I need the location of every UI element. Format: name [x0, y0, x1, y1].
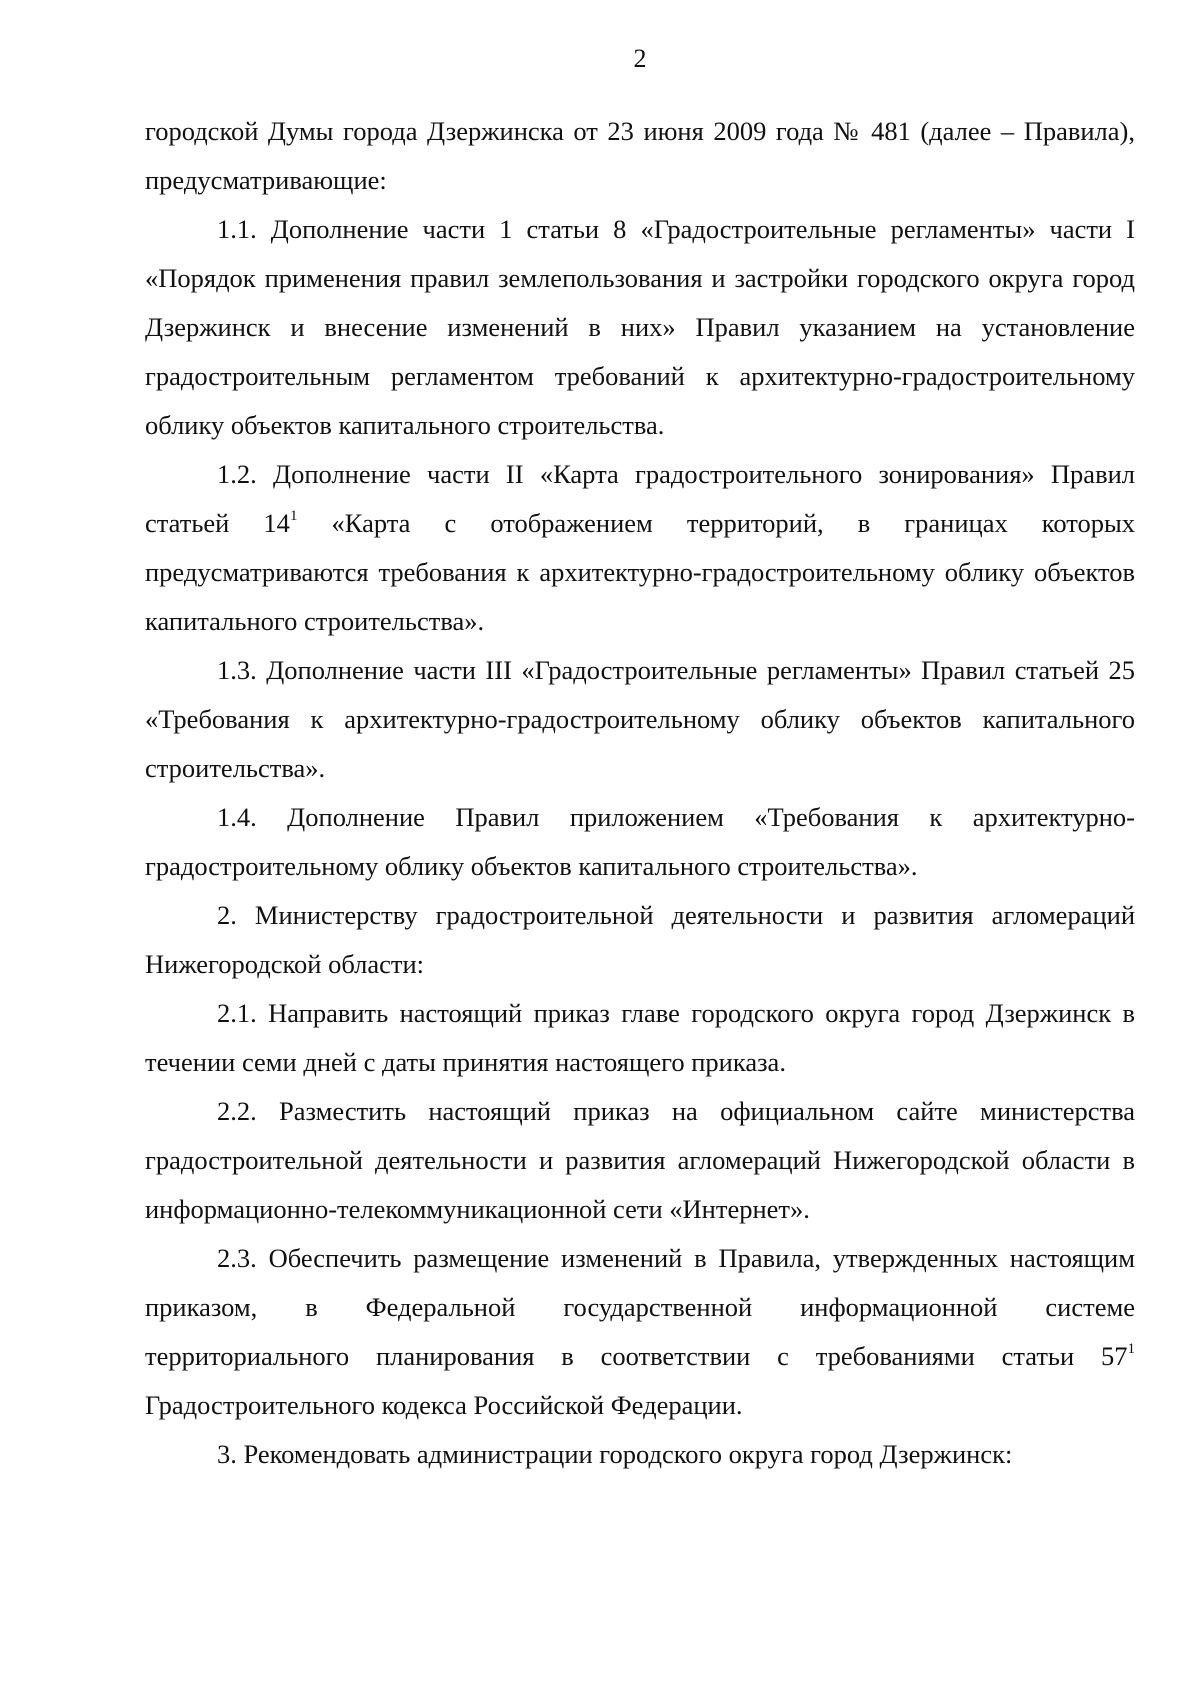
paragraph-1-2: [145, 450, 1135, 646]
paragraph-text: 2.2. Разместить настоящий приказ на официальном сайте министерства градостроительной деятельности и развития агломераций Нижегородской области в информационно-телекоммуникационной сети «Интернет».: [145, 1096, 1135, 1224]
paragraph-text: 2.3. Обеспечить размещение изменений в Правила, утвержденных настоящим приказом, в Федеральной государственной информационной системе территориального планирования в соответствии с требованиями статьи 57: [145, 1243, 1135, 1371]
paragraph-2: [145, 891, 1135, 989]
paragraph-text: 1.1. Дополнение части 1 статьи 8 «Градостроительные регламенты» части I «Порядок применения правил землепользования и застройки городского округа город Дзержинск и внесение изменений в них» Правил указанием на установление градостроительным регламентом требований к архитектурно-градостроительному облику объектов капитального строительства.: [145, 214, 1135, 440]
paragraph-3: [145, 1430, 1135, 1479]
paragraph-text: 2. Министерству градостроительной деятельности и развития агломераций Нижегородской области:: [145, 900, 1135, 979]
document-body: [145, 107, 1135, 1479]
paragraph-1-1: [145, 205, 1135, 450]
paragraph-text: городской Думы города Дзержинска от 23 июня 2009 года № 481 (далее – Правила), предусматривающие:: [145, 116, 1135, 195]
paragraph-text: 2.1. Направить настоящий приказ главе городского округа город Дзержинск в течении семи дней с даты принятия настоящего приказа.: [145, 998, 1135, 1077]
paragraph-2-1: [145, 989, 1135, 1087]
superscript: 1: [1127, 1341, 1135, 1358]
paragraph-2-2: [145, 1087, 1135, 1234]
paragraph-text: Градостроительного кодекса Российской Федерации.: [145, 1390, 743, 1420]
paragraph-text: 1.4. Дополнение Правил приложением «Требования к архитектурно-градостроительному облику объектов капитального строительства».: [145, 802, 1135, 881]
page-number: 2: [633, 44, 647, 73]
paragraph-text: 1.2. Дополнение части II «Карта градостроительного зонирования» Правил статьей 14: [145, 459, 1135, 538]
paragraph-text: «Карта с отображением территорий, в границах которых предусматриваются требования к архитектурно-градостроительному облику объектов капитального строительства».: [145, 508, 1136, 636]
paragraph-1-3: [145, 646, 1135, 793]
superscript: 1: [289, 508, 298, 525]
paragraph-text: 1.3. Дополнение части III «Градостроительные регламенты» Правил статьей 25 «Требования к архитектурно-градостроительному облику объектов капитального строительства».: [145, 655, 1135, 783]
paragraph-1-4: [145, 793, 1135, 891]
paragraph-intro: [145, 107, 1135, 205]
paragraph-2-3: [145, 1234, 1135, 1430]
paragraph-text: 3. Рекомендовать администрации городского округа город Дзержинск:: [217, 1439, 1013, 1469]
